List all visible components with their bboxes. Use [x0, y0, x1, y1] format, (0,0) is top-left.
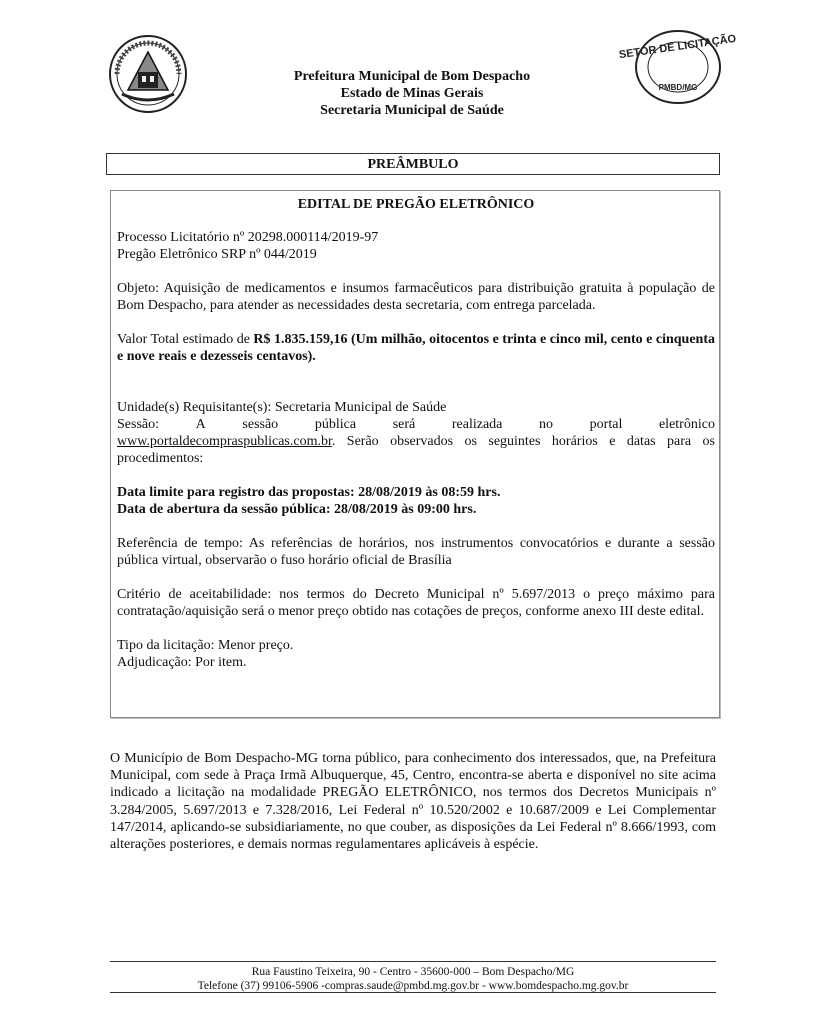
criterio-paragraph: Critério de aceitabilidade: nos termos do Decreto Municipal nº 5.697/2013 o preço máximo para contratação/aquisição será o menor preço obtido nas cotações de preços, conforme anexo III deste edital.: [117, 587, 715, 619]
tipo-line: Tipo da licitação: Menor preço.: [117, 638, 294, 653]
referencia-paragraph: Referência de tempo: As referências de horários, nos instrumentos convocatórios e durante a sessão pública virtual, observarão o fuso horário oficial de Brasília: [117, 536, 715, 568]
sessao-word: realizada: [451, 417, 503, 432]
footer-divider-top: [110, 961, 716, 962]
header-secretaria: Secretaria Municipal de Saúde: [320, 103, 504, 118]
sessao-word: sessão: [242, 417, 279, 432]
edital-summary-box: [110, 190, 720, 718]
page-footer: [0, 965, 826, 993]
edital-title: EDITAL DE PREGÃO ELETRÔNICO: [297, 197, 535, 212]
sessao-word: Sessão:: [117, 417, 159, 432]
valor-prefix: Valor Total estimado de: [117, 332, 254, 347]
footer-divider-bottom: [110, 992, 716, 993]
document-header: [0, 68, 824, 119]
stamp-top-text: SETOR DE LICITAÇÃO: [618, 32, 737, 62]
sessao-continuation: [117, 433, 715, 467]
header-estado: Estado de Minas Gerais: [340, 86, 484, 101]
header-prefeitura: Prefeitura Municipal de Bom Despacho: [293, 69, 531, 84]
sessao-word: portal: [589, 417, 623, 432]
sessao-word: eletrônico: [658, 417, 715, 432]
sessao-word: pública: [314, 417, 357, 432]
footer-contacts: Telefone (37) 99106-5906 -compras.saude@pmbd.mg.gov.br - www.bomdespacho.mg.gov.br: [197, 980, 629, 992]
stamp-bottom-text: PMBD/MG: [658, 83, 698, 92]
data-limite-line: Data limite para registro das propostas: 28/08/2019 às 08:59 hrs.: [117, 485, 501, 500]
sessao-word: A: [195, 417, 206, 432]
preambulo-title: PREÂMBULO: [106, 153, 720, 175]
unidade-line: Unidade(s) Requisitante(s): Secretaria Municipal de Saúde: [117, 400, 447, 415]
intro-paragraph: O Município de Bom Despacho-MG torna público, para conhecimento dos interessados, que, na Prefeitura Municipal, com sede à Praça Irmã Albuquerque, 45, Centro, encontra-se aberta e disponível no site acima indicado a licitação na modalidade PREGÃO ELETRÔNICO, nos termos dos Decretos Municipais nº 3.284/2005, 5.697/2013 e 7.328/2016, Lei Federal nº 10.520/2002 e 10.687/2009 e Lei Complementar 147/2014, aplicando-se subsidiariamente, no que couber, as disposições da Lei Federal nº 8.666/1993, com alterações posteriores, e demais normas regulamentares aplicáveis à espécie.: [110, 751, 716, 853]
sessao-word: será: [392, 417, 416, 432]
adjudicacao-line: Adjudicação: Por item.: [117, 655, 247, 670]
footer-address: Rua Faustino Teixeira, 90 - Centro - 35600-000 – Bom Despacho/MG: [251, 966, 575, 978]
pregao-line: Pregão Eletrônico SRP nº 044/2019: [117, 247, 317, 262]
data-abertura-line: Data de abertura da sessão pública: 28/08/2019 às 09:00 hrs.: [117, 502, 477, 517]
processo-line: Processo Licitatório nº 20298.000114/2019-97: [117, 230, 379, 245]
sessao-word: no: [539, 417, 554, 432]
sessao-line: [117, 416, 715, 433]
valor-paragraph: [117, 331, 715, 365]
valor-amount: R$ 1.835.159,16 (Um milhão, oitocentos e trinta e cinco mil, cento e cinquenta e nove reais e dezesseis centavos).: [117, 332, 715, 364]
sessao-rest: . Serão observados os seguintes horários e datas para os procedimentos:: [117, 434, 715, 466]
portal-link[interactable]: www.portaldecompraspublicas.com.br: [117, 434, 332, 449]
objeto-paragraph: Objeto: Aquisição de medicamentos e insumos farmacêuticos para distribuição gratuita à população de Bom Despacho, para atender as necessidades desta secretaria, com entrega parcelada.: [117, 281, 715, 313]
